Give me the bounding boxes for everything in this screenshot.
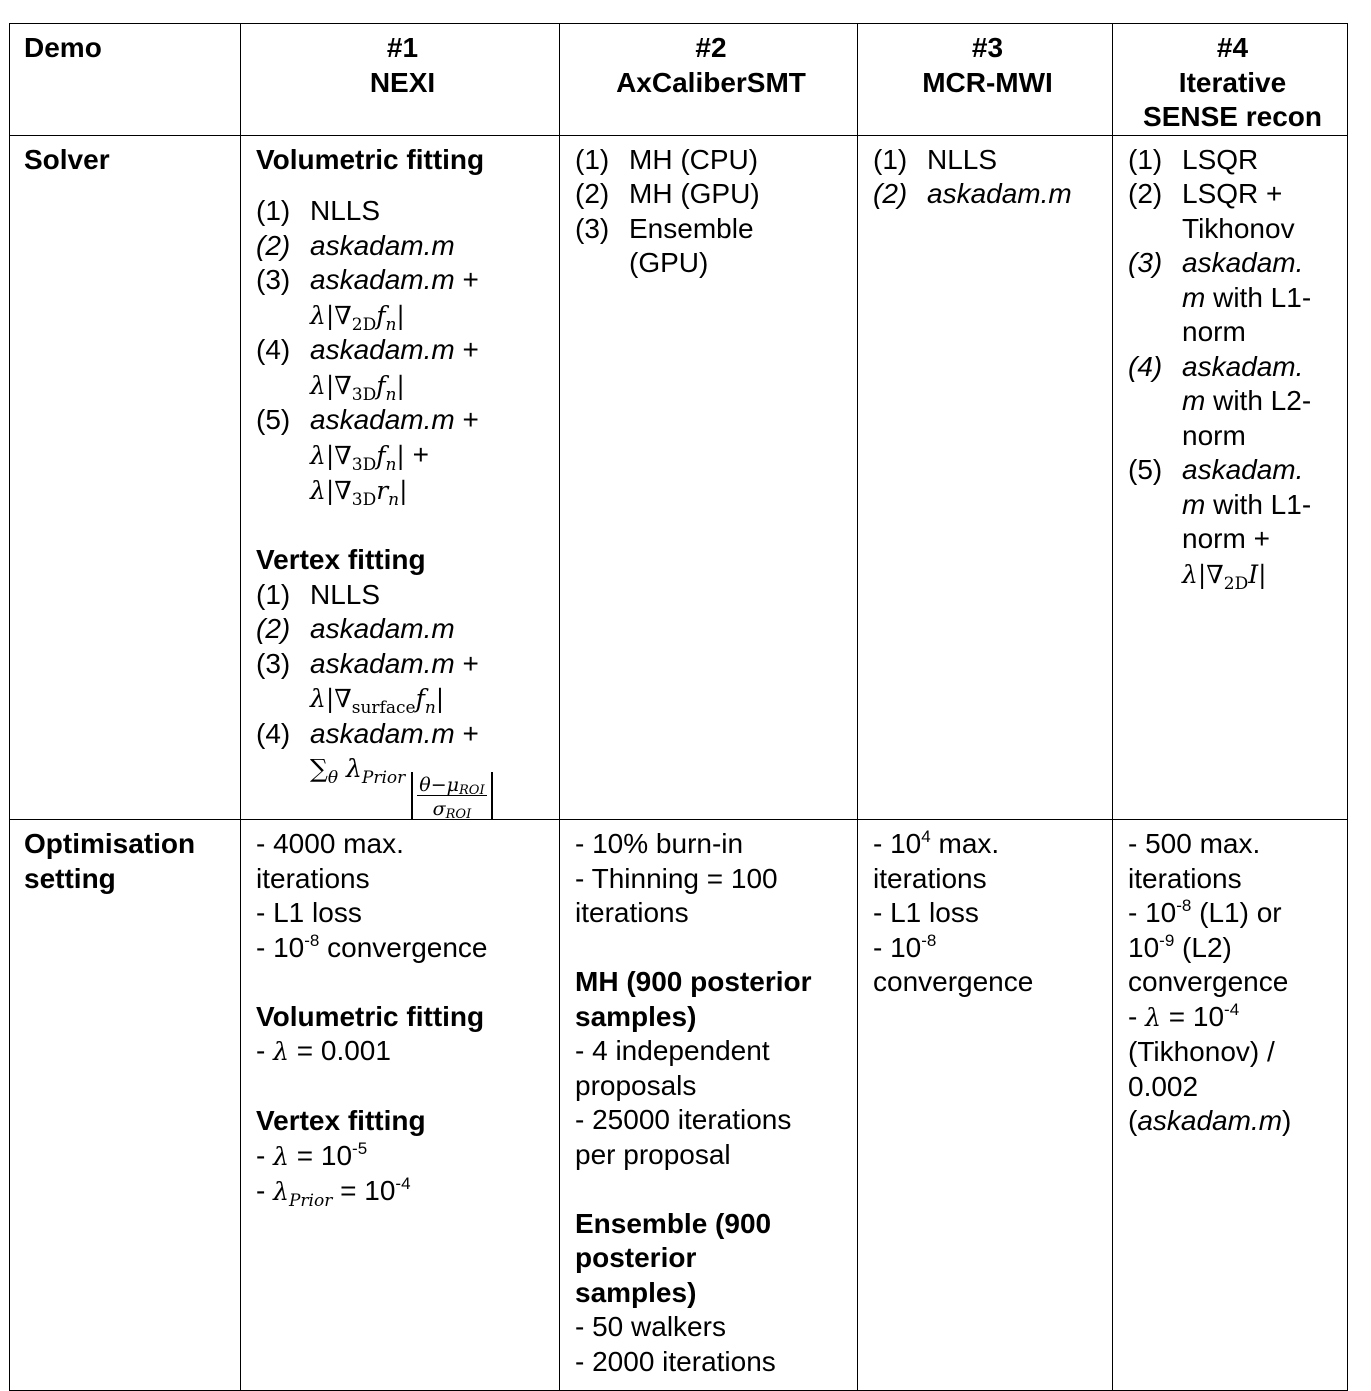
list-item <box>256 647 549 682</box>
text-segment: with L2- <box>1205 385 1312 416</box>
text-line <box>575 1241 847 1276</box>
text-segment: -4 <box>395 1174 411 1193</box>
table-cell <box>241 135 560 820</box>
list-number: (3) <box>256 647 291 679</box>
text-segment: askadam. <box>1182 454 1304 485</box>
text-segment: ) <box>1282 1105 1292 1136</box>
list-number: (3) <box>1128 247 1163 278</box>
text-segment: + <box>454 647 479 679</box>
text-line <box>1128 965 1337 1000</box>
list-number: (4) <box>1128 350 1163 382</box>
text-segment: askadam.m <box>310 647 455 679</box>
text-segment: 10 <box>1128 931 1160 963</box>
text-segment: + <box>454 404 479 435</box>
spacer <box>575 931 847 966</box>
text-line <box>1128 827 1337 862</box>
text-segment: Ensemble <box>629 212 754 244</box>
text-segment: λ <box>310 370 326 400</box>
text-segment: iterations <box>873 862 987 894</box>
header-line: #4 <box>1216 32 1249 63</box>
text-segment: = 10 <box>288 1139 353 1171</box>
text-segment: μ <box>446 774 460 796</box>
list-item <box>256 578 549 613</box>
text-segment: σ <box>432 798 446 820</box>
text-line <box>575 862 847 897</box>
text-line <box>256 1034 549 1070</box>
text-segment: - 500 max. <box>1128 828 1261 859</box>
text-segment: -9 <box>1159 930 1175 950</box>
text-segment: max. <box>930 828 1000 859</box>
text-line <box>575 896 847 931</box>
text-segment: - 4000 max. <box>256 828 404 859</box>
text-segment: Ensemble (900 <box>575 1207 772 1239</box>
text-segment: askadam.m <box>1137 1105 1283 1136</box>
text-line <box>575 1069 847 1104</box>
text-line <box>256 1104 549 1139</box>
text-line <box>873 862 1102 897</box>
text-segment: 2D <box>351 314 377 335</box>
text-line <box>1128 315 1337 350</box>
list-number: (4) <box>256 717 291 749</box>
table-cell <box>241 820 560 1391</box>
text-segment: = 10 <box>332 1175 396 1206</box>
text-segment: Volumetric fitting <box>256 143 485 175</box>
text-line <box>575 965 847 1000</box>
spacer <box>256 177 549 194</box>
text-segment: LSQR + <box>1182 178 1283 209</box>
list-number: (5) <box>256 404 291 435</box>
list-item <box>256 263 549 298</box>
header-line: NEXI <box>369 66 436 98</box>
text-line <box>256 543 549 578</box>
text-segment: (GPU) <box>629 247 709 278</box>
text-line <box>256 827 549 862</box>
text-segment: |∇ <box>325 440 352 470</box>
text-line <box>256 143 549 178</box>
text-segment: |∇ <box>325 370 352 400</box>
list-number: (3) <box>256 264 291 295</box>
text-segment: | <box>396 440 405 470</box>
text-segment: | <box>396 370 405 400</box>
row-label: Optimisation <box>24 828 196 859</box>
fraction-denominator <box>432 796 472 822</box>
text-line <box>256 1000 549 1035</box>
list-number: (1) <box>1128 143 1163 175</box>
text-segment: NLLS <box>310 578 381 610</box>
text-segment: samples) <box>575 1276 697 1308</box>
text-segment: f <box>376 300 386 330</box>
text-line <box>575 1207 847 1242</box>
list-item <box>1128 177 1337 212</box>
header-label: Demo <box>24 32 102 63</box>
spacer <box>575 1172 847 1207</box>
text-line <box>256 862 549 897</box>
text-segment: f <box>376 370 386 400</box>
text-line <box>873 827 1102 862</box>
text-line <box>256 298 549 334</box>
text-segment: = 10 <box>1160 1000 1225 1032</box>
text-segment: askadam.m <box>310 717 455 749</box>
table-row <box>10 135 1348 820</box>
text-segment: proposals <box>575 1069 697 1101</box>
table-row <box>10 820 1348 1391</box>
text-segment: -5 <box>352 1138 368 1158</box>
text-segment: λ <box>310 440 326 470</box>
text-line <box>1128 931 1337 966</box>
table-cell <box>560 135 858 820</box>
text-line <box>1128 488 1337 523</box>
text-segment: -8 <box>1176 896 1192 915</box>
list-number: (1) <box>256 195 291 226</box>
text-line <box>256 473 549 509</box>
text-segment: | <box>399 476 408 505</box>
list-item <box>1128 143 1337 178</box>
text-segment: Vertex fitting <box>256 1105 426 1136</box>
spacer <box>256 509 549 544</box>
text-segment: MH (900 posterior <box>575 966 812 997</box>
text-segment: 3D <box>351 384 377 405</box>
text-line <box>256 438 549 474</box>
text-line <box>1128 1104 1337 1139</box>
text-line <box>873 965 1102 1000</box>
list-item <box>575 177 847 212</box>
text-line <box>1128 896 1337 931</box>
table-cell <box>1113 820 1348 1391</box>
text-segment: - 25000 iterations <box>575 1104 792 1135</box>
row-label-cell <box>10 820 241 1391</box>
text-segment: = 0.001 <box>288 1035 391 1066</box>
text-line <box>575 1138 847 1173</box>
text-segment: λ <box>273 1177 289 1206</box>
header-demo-2 <box>560 24 858 136</box>
text-segment: Vertex fitting <box>256 544 426 575</box>
text-segment: n <box>385 314 397 335</box>
text-line <box>256 1174 549 1210</box>
text-segment: λ <box>1145 1002 1161 1032</box>
text-segment: r <box>376 476 389 505</box>
text-segment: - 10% burn-in <box>575 828 744 859</box>
text-line <box>256 368 549 404</box>
text-segment: askadam.m <box>310 229 455 261</box>
header-line: #3 <box>971 32 1004 63</box>
text-segment: |∇ <box>325 684 352 713</box>
text-segment: |∇ <box>325 476 352 505</box>
text-line <box>1128 1035 1337 1070</box>
text-segment: - <box>1128 1000 1146 1032</box>
text-line <box>256 681 549 717</box>
list-item <box>575 143 847 178</box>
text-segment: Tikhonov <box>1182 212 1295 244</box>
text-segment: MH (CPU) <box>629 143 759 175</box>
header-line: AxCaliberSMT <box>616 66 806 98</box>
text-segment: - Thinning = 100 <box>575 862 778 894</box>
text-segment: iterations <box>1128 862 1242 894</box>
text-segment: Volumetric fitting <box>256 1000 485 1032</box>
header-demo-4 <box>1113 24 1348 136</box>
text-line <box>575 1103 847 1138</box>
text-line <box>256 751 549 822</box>
list-item <box>873 143 1102 178</box>
list-number: (1) <box>873 143 908 175</box>
text-segment: - 50 walkers <box>575 1311 726 1342</box>
text-segment: - L1 loss <box>873 897 979 928</box>
text-segment: LSQR <box>1182 143 1259 175</box>
list-item <box>1128 246 1337 281</box>
list-number: (1) <box>575 143 610 175</box>
list-item <box>256 229 549 264</box>
text-line <box>575 1000 847 1035</box>
text-segment: | <box>1258 559 1267 589</box>
list-number: (2) <box>256 229 291 261</box>
header-line: Iterative <box>1178 66 1287 98</box>
text-line <box>1128 212 1337 247</box>
text-segment: - 10 <box>256 931 305 963</box>
text-segment: Prior <box>361 768 406 788</box>
text-segment: λ <box>310 684 326 713</box>
text-segment: n <box>388 490 400 510</box>
text-segment: I <box>1248 559 1259 589</box>
text-line <box>256 896 549 931</box>
text-segment: n <box>424 698 436 718</box>
table-cell <box>858 820 1113 1391</box>
text-segment: askadam.m <box>310 264 455 295</box>
text-segment: ( <box>1128 1105 1138 1136</box>
text-segment: 3D <box>351 490 377 510</box>
text-segment: iterations <box>575 897 689 928</box>
text-segment: askadam.m <box>310 334 455 365</box>
text-segment: with L1- <box>1205 281 1312 313</box>
list-item <box>256 333 549 368</box>
text-segment: - 10 <box>1128 897 1177 928</box>
text-segment: λ <box>310 300 326 330</box>
list-number: (3) <box>575 212 610 244</box>
text-segment: samples) <box>575 1000 697 1032</box>
text-segment: - 2000 iterations <box>575 1345 776 1377</box>
text-line <box>575 1310 847 1345</box>
list-item <box>1128 350 1337 385</box>
text-segment: m <box>1182 385 1206 416</box>
text-segment: - 10 <box>873 931 922 963</box>
text-segment: | <box>396 300 405 330</box>
text-segment: f <box>376 440 386 470</box>
text-line <box>1128 384 1337 419</box>
text-segment: convergence <box>319 931 488 963</box>
list-number: (2) <box>575 178 610 209</box>
text-segment: (L2) <box>1174 931 1232 963</box>
text-segment: Prior <box>288 1191 333 1211</box>
header-row <box>10 24 1348 136</box>
text-segment: - <box>256 1139 274 1171</box>
text-line <box>575 1345 847 1380</box>
text-line <box>1128 522 1337 557</box>
text-segment: m <box>1182 281 1206 313</box>
text-line <box>1128 281 1337 316</box>
list-item <box>256 403 549 438</box>
header-line: MCR-MWI <box>922 66 1053 98</box>
text-line <box>256 931 549 966</box>
text-segment: λ <box>338 754 362 783</box>
list-number: (2) <box>873 178 908 209</box>
text-segment: + <box>404 438 429 470</box>
header-line: #1 <box>386 32 419 63</box>
text-segment: NLLS <box>927 143 998 175</box>
text-segment: norm <box>1182 316 1246 347</box>
table-cell <box>858 135 1113 820</box>
list-item <box>256 612 549 647</box>
text-segment: - <box>256 1175 274 1206</box>
table-cell <box>1113 135 1348 820</box>
text-line <box>1128 862 1337 897</box>
text-segment: λ <box>1182 559 1198 589</box>
text-segment: askadam.m <box>310 613 455 644</box>
text-segment: | <box>435 684 445 713</box>
text-segment: |∇ <box>325 300 352 330</box>
header-line: SENSE recon <box>1143 101 1322 132</box>
list-item <box>1128 453 1337 488</box>
text-segment: surface <box>351 698 416 718</box>
text-segment: f <box>415 684 425 713</box>
text-segment: NLLS <box>310 195 381 226</box>
text-line <box>575 1034 847 1069</box>
text-segment: θ <box>327 768 339 788</box>
text-line <box>575 246 847 281</box>
text-line <box>873 931 1102 966</box>
text-segment: 0.002 <box>1128 1070 1199 1102</box>
solver-comparison-table <box>9 23 1348 1391</box>
text-segment: 2D <box>1223 573 1249 594</box>
list-number: (2) <box>256 613 291 644</box>
list-item <box>575 212 847 247</box>
text-segment: m <box>1182 488 1206 520</box>
spacer <box>256 965 549 1000</box>
text-segment: norm + <box>1182 523 1270 554</box>
text-segment: convergence <box>873 966 1034 997</box>
list-number: (4) <box>256 334 291 365</box>
text-segment: askadam. <box>1182 350 1304 382</box>
list-item <box>256 194 549 229</box>
text-segment: per proposal <box>575 1138 731 1170</box>
text-segment: askadam.m <box>927 178 1072 209</box>
text-segment: n <box>385 384 397 405</box>
text-segment: ROI <box>445 807 472 822</box>
text-segment: (L1) or <box>1191 897 1282 928</box>
text-segment: |∇ <box>1197 559 1224 589</box>
text-line <box>1128 557 1337 593</box>
text-segment: - 10 <box>873 828 922 859</box>
header-demo-3 <box>858 24 1113 136</box>
text-segment: λ <box>310 476 326 505</box>
text-segment: - 4 independent <box>575 1035 770 1066</box>
text-segment: with L1- <box>1205 488 1312 520</box>
text-line <box>575 827 847 862</box>
text-segment: ROI <box>459 783 485 798</box>
list-number: (5) <box>1128 454 1163 485</box>
header-line: #2 <box>695 32 727 63</box>
text-segment: iterations <box>256 862 370 894</box>
text-segment: (Tikhonov) / <box>1128 1036 1275 1067</box>
row-label: Solver <box>24 143 110 175</box>
text-segment: convergence <box>1128 966 1289 997</box>
text-segment: - <box>256 1035 274 1066</box>
text-segment: MH (GPU) <box>629 178 760 209</box>
text-segment: askadam. <box>1182 247 1304 278</box>
text-segment: λ <box>273 1141 289 1171</box>
text-segment: 3D <box>351 454 377 475</box>
list-number: (2) <box>1128 178 1163 209</box>
table-cell <box>560 820 858 1391</box>
text-segment: 4 <box>921 827 931 846</box>
text-segment: -8 <box>921 930 937 950</box>
text-line <box>873 896 1102 931</box>
fraction-numerator <box>417 772 486 796</box>
text-segment: θ <box>419 774 431 796</box>
text-segment: ∑ <box>310 754 328 783</box>
text-line <box>1128 1070 1337 1105</box>
text-segment: -4 <box>1224 999 1240 1019</box>
text-segment: + <box>454 717 479 749</box>
text-line <box>256 1139 549 1175</box>
row-label: setting <box>24 862 116 894</box>
text-segment: + <box>454 264 479 295</box>
fraction <box>411 772 492 822</box>
row-label-cell <box>10 135 241 820</box>
text-segment: norm <box>1182 419 1246 451</box>
list-item <box>256 717 549 752</box>
text-segment: + <box>454 334 479 365</box>
text-segment: n <box>385 454 397 475</box>
spacer <box>256 1070 549 1105</box>
text-segment: − <box>430 774 447 796</box>
text-line <box>1128 419 1337 454</box>
text-segment: -8 <box>304 930 320 950</box>
text-segment: λ <box>273 1037 289 1066</box>
header-demo-cell <box>10 24 241 136</box>
header-demo-1 <box>241 24 560 136</box>
text-segment: posterior <box>575 1242 697 1273</box>
list-item <box>873 177 1102 212</box>
text-line <box>1128 1000 1337 1036</box>
list-number: (1) <box>256 578 291 610</box>
text-line <box>575 1276 847 1311</box>
text-segment: - L1 loss <box>256 897 362 928</box>
text-segment: askadam.m <box>310 404 455 435</box>
